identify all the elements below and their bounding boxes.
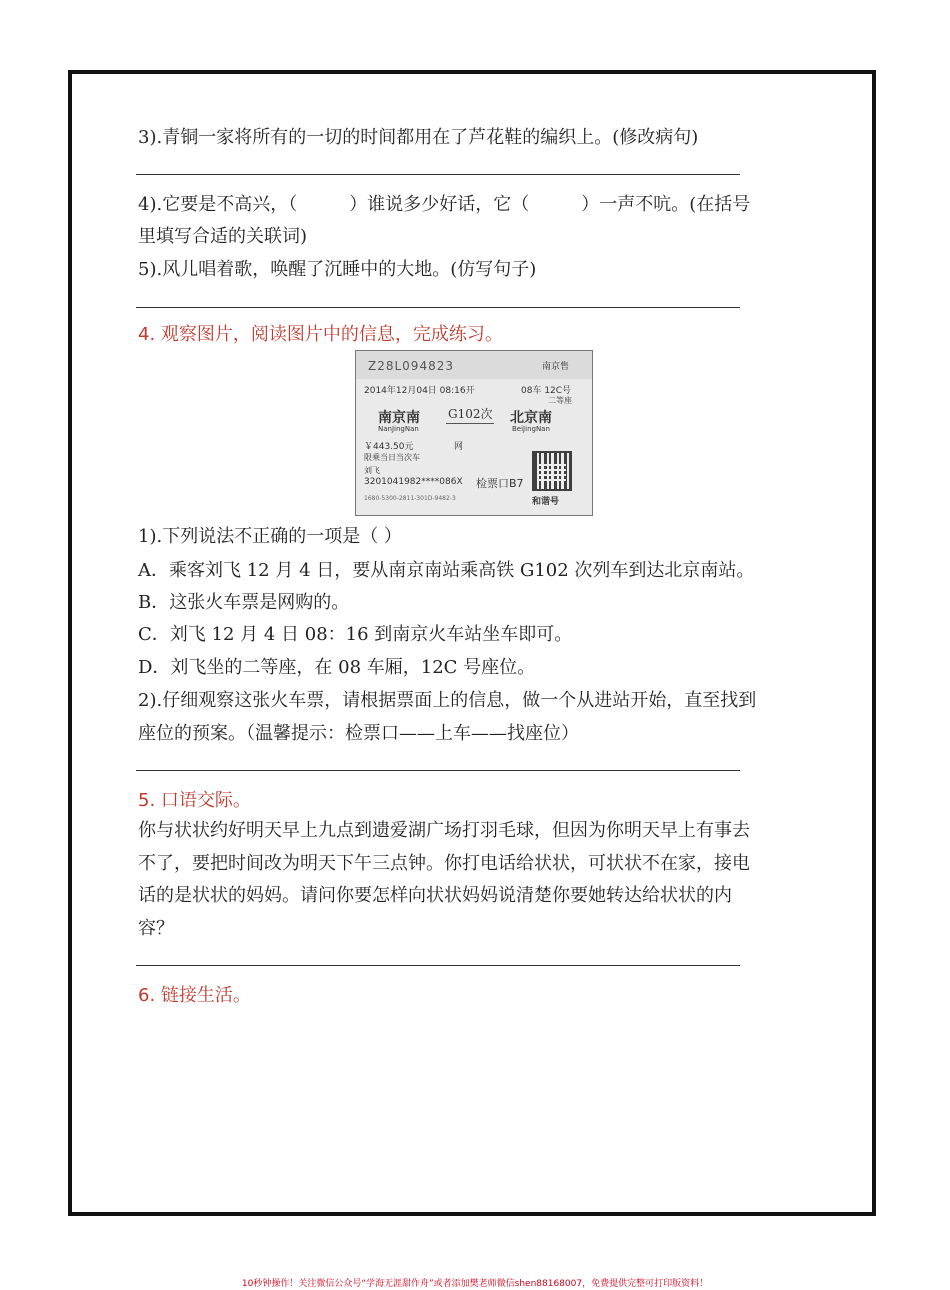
question-5: 5).风儿唱着歌，唤醒了沉睡中的大地。(仿写句子) <box>138 259 537 280</box>
question-4 <box>138 193 750 217</box>
ticket-gate: 检票口B7 <box>476 477 524 490</box>
train-ticket-image <box>355 350 593 516</box>
answer-line-q3[interactable] <box>136 174 740 175</box>
qr-code-icon <box>532 451 572 491</box>
ticket-to-pinyin: BeiJingNan <box>512 425 550 433</box>
s4-q1-option-c[interactable]: C．刘飞 12 月 4 日 08：16 到南京火车站坐车即可。 <box>138 624 573 645</box>
answer-line-q5[interactable] <box>136 307 740 308</box>
q4-part2: ）谁说多少好话，它（ <box>349 194 530 215</box>
ticket-datetime: 2014年12月04日 08:16开 <box>364 386 475 396</box>
ticket-to: 北京南 <box>510 410 552 426</box>
ticket-seat: 08车 12C号 <box>521 386 572 396</box>
ticket-serial: Z28L094823 <box>368 359 454 373</box>
ticket-from: 南京南 <box>378 410 420 426</box>
ticket-validity: 限乘当日当次车 <box>364 453 420 462</box>
ticket-id-no: 3201041982****086X <box>364 477 463 487</box>
section-5-body-3: 话的是状状的妈妈。请问你要怎样向状状妈妈说清楚你要她转达给状状的内 <box>138 885 732 906</box>
ticket-seat-class: 二等座 <box>548 396 572 405</box>
ticket-logo: 和谐号 <box>532 497 560 507</box>
section-5-body-2: 不了，要把时间改为明天下午三点钟。你打电话给状状，可状状不在家，接电 <box>138 853 750 874</box>
s4-q1-option-a[interactable]: A．乘客刘飞 12 月 4 日，要从南京南站乘高铁 G102 次列车到达北京南站。 <box>138 560 755 581</box>
ticket-train-no: G102次 <box>448 407 493 421</box>
ticket-price: ￥443.50元 <box>364 442 414 452</box>
section-5-heading: 5. 口语交际。 <box>138 790 251 811</box>
question-3: 3).青铜一家将所有的一切的时间都用在了芦花鞋的编织上。(修改病句) <box>138 127 699 148</box>
section-4-heading: 4. 观察图片，阅读图片中的信息，完成练习。 <box>138 324 503 345</box>
ticket-purchase-type: 网 <box>454 442 464 452</box>
s4-q1-option-d[interactable]: D．刘飞坐的二等座，在 08 车厢，12C 号座位。 <box>138 657 536 678</box>
ticket-arrow <box>446 423 494 424</box>
ticket-code: 1680-5300-2811-301D-9482-3 <box>364 495 456 502</box>
s4-q1-stem: 1).下列说法不正确的一项是（ ） <box>138 526 402 547</box>
q4-part1: 4).它要是不高兴，（ <box>138 194 298 215</box>
section-6-heading: 6. 链接生活。 <box>138 985 251 1006</box>
answer-line-s5[interactable] <box>136 965 740 966</box>
section-5-body-4: 容？ <box>138 918 174 939</box>
q4-part3: ）一声不吭。(在括号 <box>581 194 751 215</box>
ticket-sold-at: 南京售 <box>542 362 570 372</box>
section-5-body-1: 你与状状约好明天早上九点到遗爱湖广场打羽毛球，但因为你明天早上有事去 <box>138 820 750 841</box>
s4-q2-line1: 2).仔细观察这张火车票，请根据票面上的信息，做一个从进站开始，直至找到 <box>138 690 757 711</box>
footer-notice: 10秒钟操作！关注微信公众号“学海无涯甜作舟”或者添加樊老师微信shen88168007，免费提供完整可打印版资料！ <box>241 1279 709 1289</box>
s4-q2-line2: 座位的预案。（温馨提示：检票口——上车——找座位） <box>138 723 579 744</box>
answer-line-s4q2[interactable] <box>136 770 740 771</box>
ticket-from-pinyin: NanJingNan <box>378 425 419 433</box>
ticket-passenger: 刘飞 <box>364 466 380 475</box>
s4-q1-option-b[interactable]: B．这张火车票是网购的。 <box>138 592 350 613</box>
question-4-line2: 里填写合适的关联词) <box>138 226 308 247</box>
